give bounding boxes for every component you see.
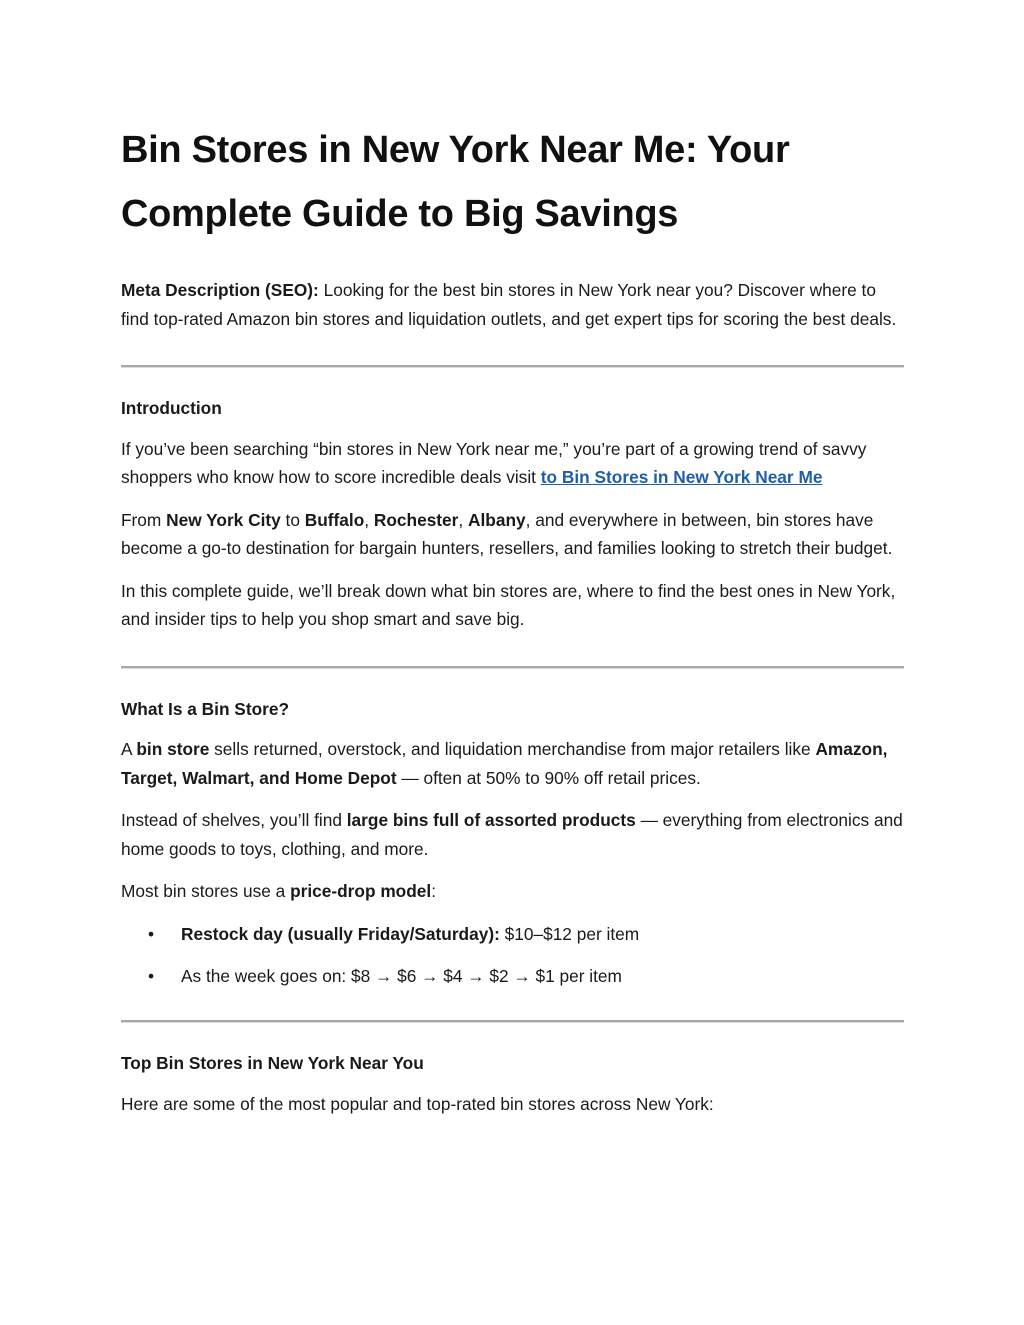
city-nyc: New York City [166,509,281,530]
what-paragraph-2 [121,806,904,863]
price-drop-list [121,920,904,991]
intro-paragraph-3: In this complete guide, we’ll break down what bin stores are, where to find the best ones in New York, and insider tips to help you shop smart and save big. [121,580,896,629]
meta-description [121,276,904,333]
list-item-text: As the week goes on: $8 → $6 → $4 → $2 → $1 per item [181,965,622,986]
city-rochester: Rochester [373,509,459,530]
divider-3 [121,1020,904,1023]
intro-p2-text: to [280,509,305,530]
city-albany: Albany [468,509,526,530]
intro-p2-text: , [364,509,374,530]
meta-text: Looking for the best bin stores in New York near you? Discover where to find top-rated Amazon bin stores and liquidation outlets, and get expert tips for scoring the best deals. [121,280,897,329]
intro-paragraph-2 [121,506,904,563]
top-heading: Top Bin Stores in New York Near You [121,1053,424,1073]
page-title: Bin Stores in New York Near Me: Your Complete Guide to Big Savings [121,129,790,235]
what-p3-text: : [431,881,437,901]
what-heading: What Is a Bin Store? [121,698,290,719]
what-p2-text: — everything from electronics and home goods to toys, clothing, and more. [121,810,903,859]
list-item-bold: Restock day (usually Friday/Saturday): [181,923,500,944]
intro-p1-text: If you’ve been searching “bin stores in New York near me,” you’re part of a growing trend of savvy shoppers who know how to score incredible deals visit [121,438,867,487]
what-p1-text: — often at 50% to 90% off retail prices. [396,767,701,788]
divider-1 [121,365,904,368]
what-p2-text: Instead of shelves, you’ll find [121,810,347,830]
list-item [121,962,904,991]
meta-label: Meta Description (SEO): [121,280,319,300]
what-p1-bold: bin store [136,739,210,759]
intro-paragraph-1 [121,435,904,492]
list-item-text: $10–$12 per item [499,923,640,944]
what-p2-bold: large bins full of assorted products [346,810,636,830]
bullet-icon: • [148,965,155,986]
city-buffalo: Buffalo [304,509,365,530]
what-paragraph-1 [121,735,904,792]
what-p1-text: A [121,739,137,759]
bullet-icon: • [148,923,155,944]
what-p1-text: sells returned, overstock, and liquidation merchandise from major retailers like [209,739,816,759]
what-paragraph-3 [121,877,904,906]
document-page [121,118,904,1132]
bin-stores-link[interactable]: to Bin Stores in New York Near Me [540,467,823,487]
intro-p2-text: , [458,509,469,530]
intro-p2-text: From [121,509,167,530]
divider-2 [121,666,904,669]
list-item [121,920,904,949]
intro-heading: Introduction [121,398,222,418]
top-paragraph-1: Here are some of the most popular and top-rated bin stores across New York: [121,1093,714,1114]
intro-p2-text: , and everywhere in between, bin stores have become a go-to destination for bargain hunters, resellers, and families looking to stretch their budget. [121,509,893,558]
what-p3-text: Most bin stores use a [121,881,291,901]
what-p3-bold: price-drop model [290,881,432,901]
what-p1-retailers: Amazon, Target, Walmart, and Home Depot [121,739,888,788]
